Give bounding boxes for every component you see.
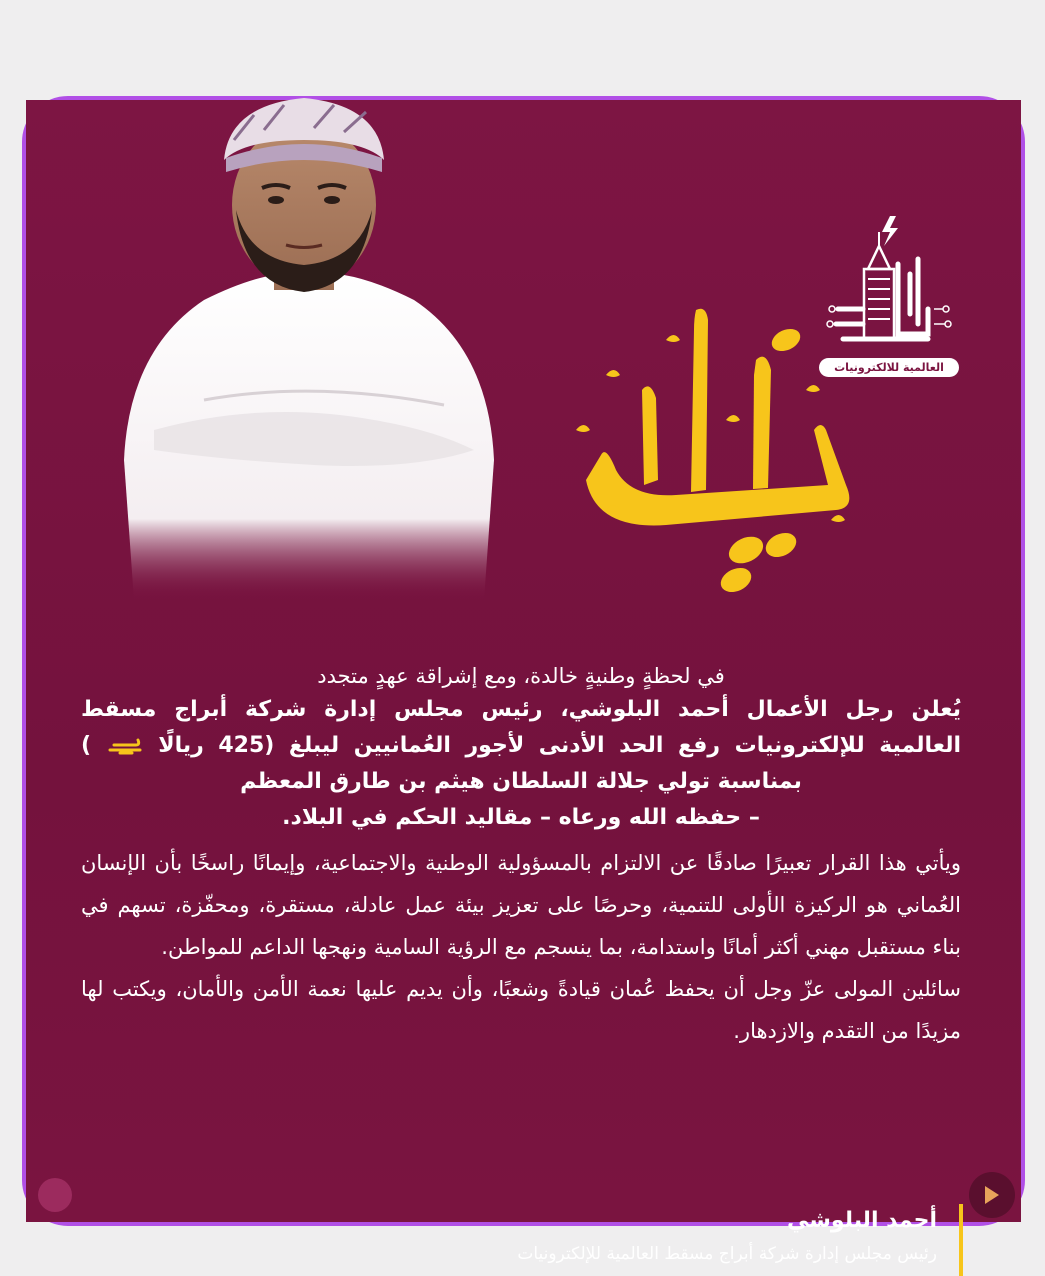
statement-bold-line-2-text: العالمية للإلكترونيات رفع الحد الأدنى لأجور العُمانيين ليبلغ (425 ريالًا xyxy=(158,733,962,758)
statement-bold-line-2 xyxy=(81,728,961,764)
statement-bold-line-1: يُعلن رجل الأعمال أحمد البلوشي، رئيس مجلس إدارة شركة أبراج مسقط xyxy=(81,697,961,722)
play-button[interactable] xyxy=(969,1172,1015,1218)
heading-calligraphy xyxy=(546,280,876,610)
signature-name: أحمد البلوشي xyxy=(787,1208,937,1233)
omani-rial-icon xyxy=(106,736,144,756)
signature-block xyxy=(517,1204,963,1276)
signature-title: رئيس مجلس إدارة شركة أبراج مسقط العالمية للإلكترونيات xyxy=(517,1244,937,1264)
statement-card xyxy=(22,96,1025,1264)
statement-paragraph-1: ويأتي هذا القرار تعبيرًا صادقًا عن الالتزام بالمسؤولية الوطنية والاجتماعية، وإيمانًا راسخًا بأن الإنسان العُماني هو الركيزة الأولى للتنمية، وحرصًا على تعزيز بيئة عمل عادلة، مستقرة، ومحفّزة، تسهم في بناء مستقبل مهني أكثر أمانًا واستدامة، بما ينسجم مع الرؤية السامية ونهجها الداعم للمواطن. xyxy=(81,851,961,959)
statement-body xyxy=(81,660,961,1052)
statement-bold-line-2-close: ) xyxy=(81,733,92,758)
statement-paragraph-2: سائلين المولى عزّ وجل أن يحفظ عُمان قيادةً وشعبًا، وأن يديم عليها نعمة الأمن والأمان، ويكتب لها مزيدًا من التقدم والازدهار. xyxy=(81,977,961,1043)
statement-bold-line-4: – حفظه الله ورعاه – مقاليد الحكم في البلاد. xyxy=(282,805,760,830)
statement-bold-line-3: بمناسبة تولي جلالة السلطان هيثم بن طارق المعظم xyxy=(240,769,802,794)
corner-bubble-left xyxy=(38,1178,72,1212)
portrait-image xyxy=(114,100,504,600)
play-icon xyxy=(985,1186,999,1204)
logo-caption: العالمية للالكترونيات xyxy=(819,358,959,377)
statement-intro: في لحظةٍ وطنيةٍ خالدة، ومع إشراقة عهدٍ متجدد xyxy=(317,664,725,688)
